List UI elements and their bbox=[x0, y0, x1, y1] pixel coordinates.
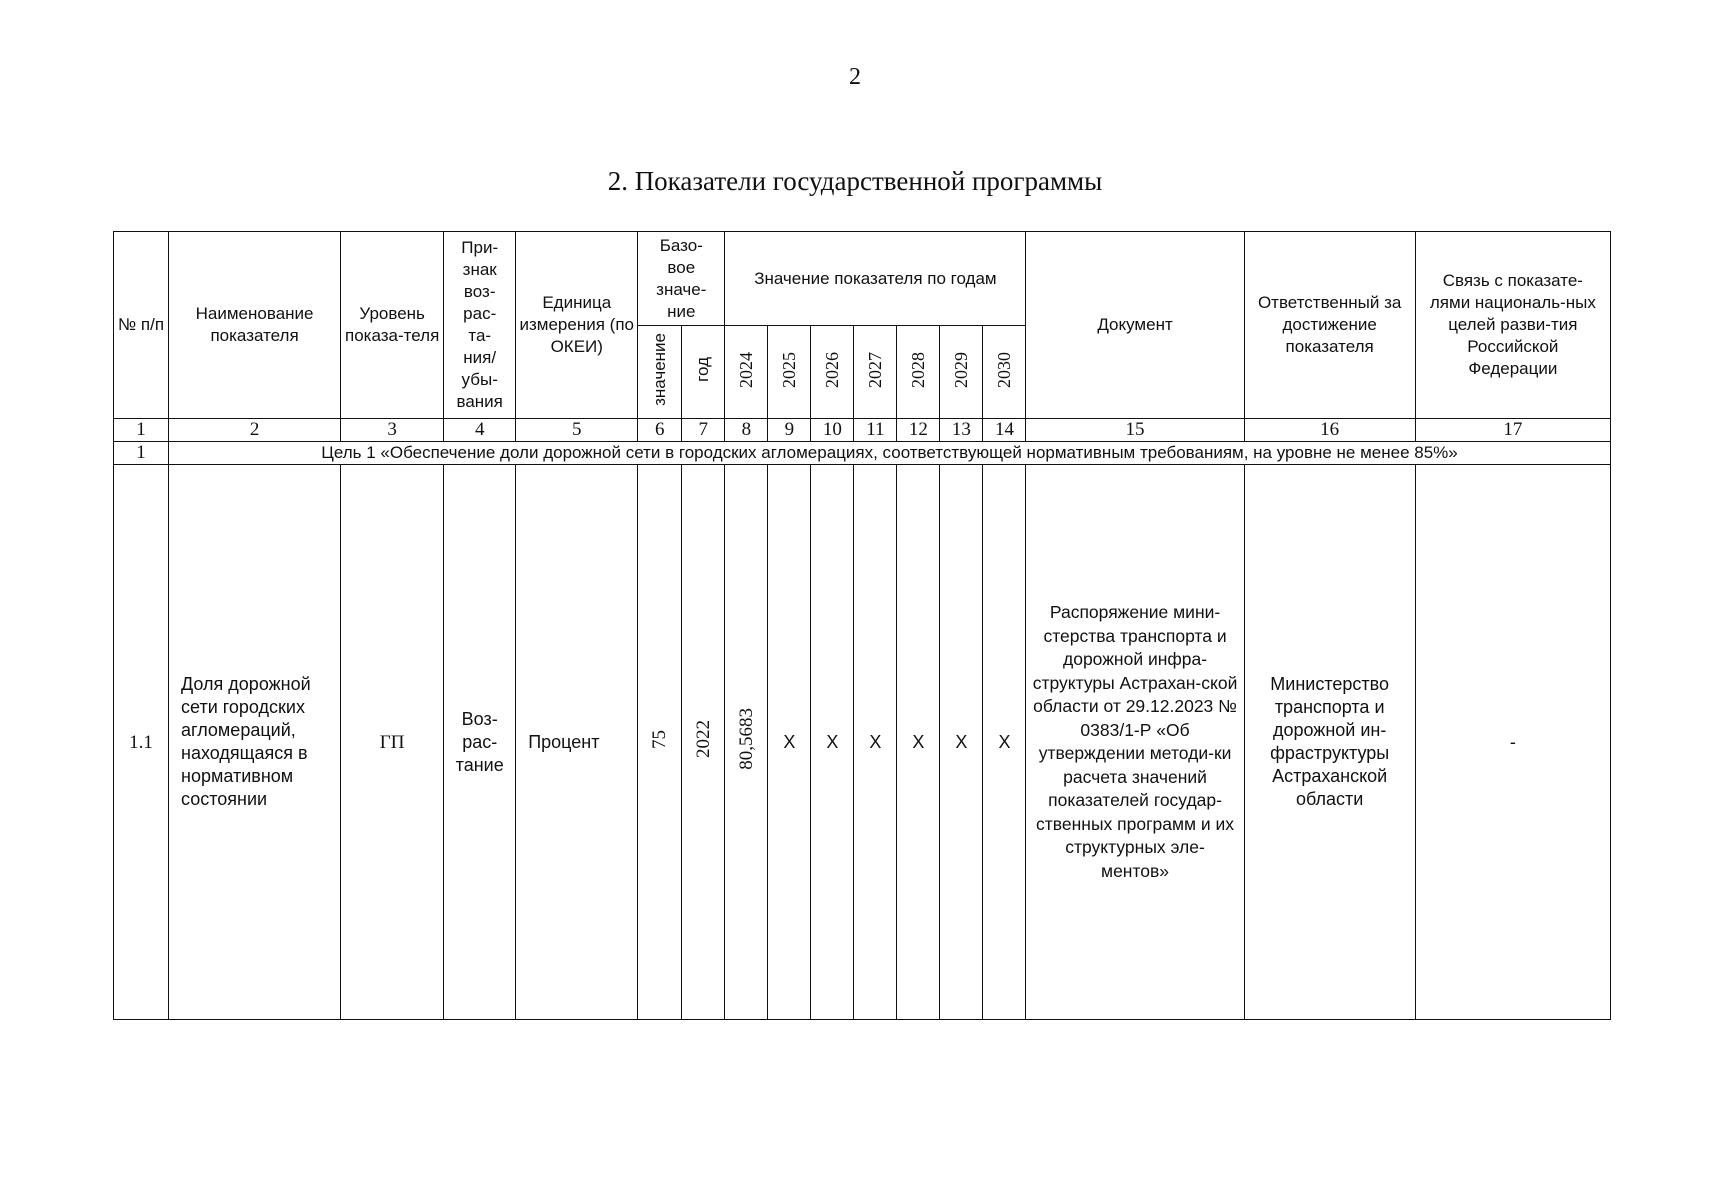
row-name: Доля дорожной сети городских агломераций, находящаяся в нормативном состоянии bbox=[169, 465, 341, 1020]
row-unit: Процент bbox=[516, 465, 638, 1020]
row-value-2028: X bbox=[897, 465, 940, 1020]
col-number: 14 bbox=[983, 419, 1026, 442]
col-number: 6 bbox=[638, 419, 682, 442]
col-number: 9 bbox=[768, 419, 811, 442]
page-number: 2 bbox=[849, 64, 861, 90]
col-number: 4 bbox=[444, 419, 516, 442]
col-number: 17 bbox=[1415, 419, 1610, 442]
row-base-value: 75 bbox=[649, 729, 671, 749]
page-title: 2. Показатели государственной программы bbox=[607, 166, 1103, 196]
row-sign: Воз-рас-тание bbox=[444, 465, 516, 1020]
row-value-2030: X bbox=[983, 465, 1026, 1020]
col-number: 8 bbox=[725, 419, 768, 442]
row-national: - bbox=[1415, 465, 1610, 1020]
row-value-2025: X bbox=[768, 465, 811, 1020]
header-national: Связь с показате-лями националь-ных целей разви-тия Российской Федерации bbox=[1415, 232, 1610, 419]
col-number: 13 bbox=[940, 419, 983, 442]
indicators-table bbox=[113, 231, 1611, 1020]
header-level: Уровень показа-теля bbox=[341, 232, 444, 419]
row-level: ГП bbox=[341, 465, 444, 1020]
header-year-2026: 2026 bbox=[822, 351, 843, 388]
col-number: 7 bbox=[682, 419, 725, 442]
col-number: 16 bbox=[1244, 419, 1415, 442]
header-base-value: значение bbox=[649, 332, 669, 406]
row-document: Распоряжение мини-стерства транспорта и дорожной инфра-структуры Астрахан-ской области от 29.12.2023 № 0383/1-Р «Об утверждении методи-ки расчета значений показателей государ-ственных программ и их структурных эле-ментов» bbox=[1026, 465, 1244, 1020]
goal-text: Цель 1 «Обеспечение доли дорожной сети в городских агломерациях, соответствующей нормативным требованиям, на уровне не менее 85%» bbox=[169, 442, 1611, 465]
header-document: Документ bbox=[1026, 232, 1244, 419]
header-year-2029: 2029 bbox=[951, 351, 972, 388]
col-number: 12 bbox=[897, 419, 940, 442]
header-unit: Единица измерения (по ОКЕИ) bbox=[516, 232, 638, 419]
row-responsible: Министерство транспорта и дорожной ин-фраструктуры Астраханской области bbox=[1244, 465, 1415, 1020]
header-name: Наименование показателя bbox=[169, 232, 341, 419]
row-value-2024: 80,5683 bbox=[735, 708, 757, 770]
row-num: 1.1 bbox=[114, 465, 169, 1020]
header-num: № п/п bbox=[114, 232, 169, 419]
row-value-2027: X bbox=[854, 465, 897, 1020]
header-year-2024: 2024 bbox=[736, 351, 757, 388]
col-number: 10 bbox=[811, 419, 854, 442]
col-number: 15 bbox=[1026, 419, 1244, 442]
header-year-2027: 2027 bbox=[865, 351, 886, 388]
header-responsible: Ответственный за достижение показателя bbox=[1244, 232, 1415, 419]
row-base-year: 2022 bbox=[692, 720, 714, 758]
col-number: 3 bbox=[341, 419, 444, 442]
header-year-2030: 2030 bbox=[994, 351, 1015, 388]
header-year-2028: 2028 bbox=[908, 351, 929, 388]
col-number: 5 bbox=[516, 419, 638, 442]
header-year-2025: 2025 bbox=[779, 351, 800, 388]
col-number: 1 bbox=[114, 419, 169, 442]
row-value-2026: X bbox=[811, 465, 854, 1020]
header-base: Базо-вое значе-ние bbox=[638, 232, 725, 326]
header-years-group: Значение показателя по годам bbox=[725, 232, 1026, 326]
header-base-year: год bbox=[693, 356, 713, 382]
header-sign: При-знак воз-рас-та-ния/ убы-вания bbox=[444, 232, 516, 419]
col-number: 2 bbox=[169, 419, 341, 442]
col-number: 11 bbox=[854, 419, 897, 442]
goal-num: 1 bbox=[114, 442, 169, 465]
row-value-2029: X bbox=[940, 465, 983, 1020]
